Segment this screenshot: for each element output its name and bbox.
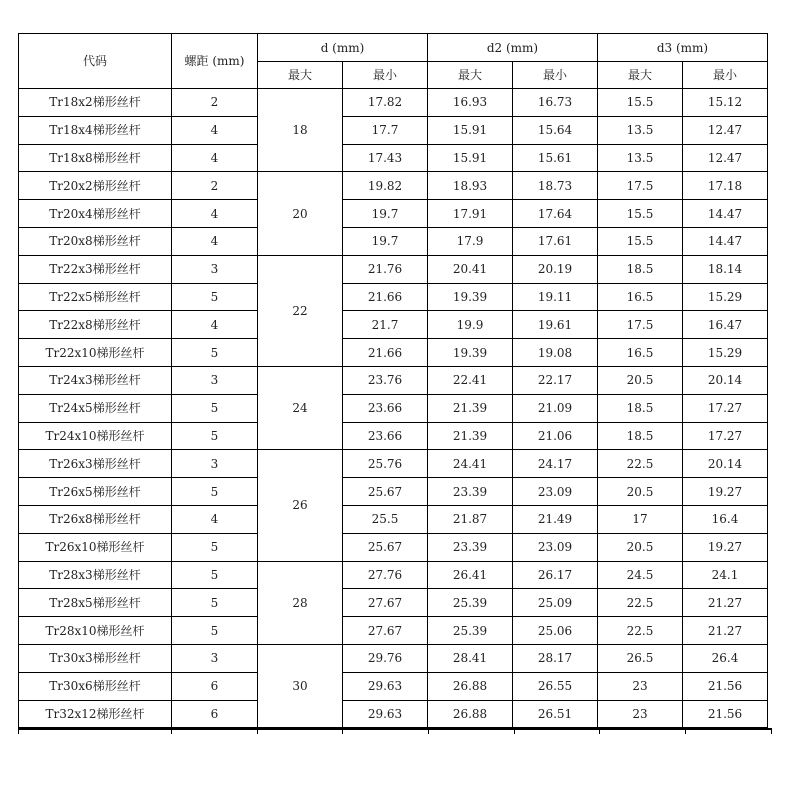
table-row bbox=[19, 561, 768, 589]
cell-pitch: 5 bbox=[172, 589, 258, 617]
cell-code: Tr24x5梯形丝杆 bbox=[19, 394, 172, 422]
cell-d-min: 23.66 bbox=[343, 394, 428, 422]
cell-d2-min: 17.64 bbox=[513, 200, 598, 228]
cell-pitch: 4 bbox=[172, 116, 258, 144]
cell-d3-min: 20.14 bbox=[683, 366, 768, 394]
cell-d3-min: 26.4 bbox=[683, 644, 768, 672]
cell-code: Tr30x3梯形丝杆 bbox=[19, 644, 172, 672]
cell-code: Tr20x2梯形丝杆 bbox=[19, 172, 172, 200]
cell-d-min: 17.7 bbox=[343, 116, 428, 144]
table-row bbox=[19, 450, 768, 478]
cell-pitch: 4 bbox=[172, 144, 258, 172]
table-row bbox=[19, 172, 768, 200]
cell-d-min: 27.67 bbox=[343, 589, 428, 617]
table-row bbox=[19, 366, 768, 394]
cell-d-max: 28 bbox=[258, 561, 343, 644]
cell-d2-max: 19.39 bbox=[428, 283, 513, 311]
cell-d2-min: 22.17 bbox=[513, 366, 598, 394]
cell-d2-max: 22.41 bbox=[428, 366, 513, 394]
table-row bbox=[19, 227, 768, 255]
table-row bbox=[19, 617, 768, 645]
thread-spec-table bbox=[18, 33, 768, 728]
cell-pitch: 3 bbox=[172, 644, 258, 672]
cell-d2-max: 23.39 bbox=[428, 478, 513, 506]
cell-d2-max: 21.39 bbox=[428, 422, 513, 450]
cell-code: Tr18x2梯形丝杆 bbox=[19, 89, 172, 117]
header-pitch: 螺距 (mm) bbox=[172, 34, 258, 89]
cell-code: Tr20x4梯形丝杆 bbox=[19, 200, 172, 228]
cell-d-min: 17.43 bbox=[343, 144, 428, 172]
cell-pitch: 3 bbox=[172, 366, 258, 394]
cell-pitch: 5 bbox=[172, 283, 258, 311]
column-stub bbox=[171, 728, 172, 734]
column-stub bbox=[257, 728, 258, 734]
cell-code: Tr18x8梯形丝杆 bbox=[19, 144, 172, 172]
cell-code: Tr28x5梯形丝杆 bbox=[19, 589, 172, 617]
cell-code: Tr28x3梯形丝杆 bbox=[19, 561, 172, 589]
cell-d-min: 23.76 bbox=[343, 366, 428, 394]
column-stub bbox=[514, 728, 515, 734]
cell-pitch: 6 bbox=[172, 672, 258, 700]
cell-d2-min: 20.19 bbox=[513, 255, 598, 283]
cell-d2-max: 26.41 bbox=[428, 561, 513, 589]
cell-d3-min: 24.1 bbox=[683, 561, 768, 589]
cell-d-max: 22 bbox=[258, 255, 343, 366]
cell-d2-max: 24.41 bbox=[428, 450, 513, 478]
cell-d-min: 27.67 bbox=[343, 617, 428, 645]
cell-d2-min: 25.06 bbox=[513, 617, 598, 645]
column-stub bbox=[18, 728, 19, 734]
cell-d3-min: 15.29 bbox=[683, 339, 768, 367]
cell-d-min: 25.67 bbox=[343, 533, 428, 561]
cell-pitch: 2 bbox=[172, 172, 258, 200]
cell-d2-min: 15.61 bbox=[513, 144, 598, 172]
cell-d2-min: 17.61 bbox=[513, 227, 598, 255]
cell-d3-min: 17.27 bbox=[683, 422, 768, 450]
cell-d2-max: 25.39 bbox=[428, 589, 513, 617]
cell-d2-min: 18.73 bbox=[513, 172, 598, 200]
cell-d2-min: 23.09 bbox=[513, 478, 598, 506]
cell-pitch: 5 bbox=[172, 422, 258, 450]
cell-pitch: 5 bbox=[172, 339, 258, 367]
cell-pitch: 4 bbox=[172, 505, 258, 533]
cell-d-max: 30 bbox=[258, 644, 343, 727]
column-stub bbox=[342, 728, 343, 734]
table-row bbox=[19, 255, 768, 283]
cell-d2-min: 21.06 bbox=[513, 422, 598, 450]
cell-d-min: 19.7 bbox=[343, 200, 428, 228]
cell-d-min: 21.7 bbox=[343, 311, 428, 339]
cell-code: Tr20x8梯形丝杆 bbox=[19, 227, 172, 255]
cell-d3-min: 14.47 bbox=[683, 200, 768, 228]
cell-d2-min: 15.64 bbox=[513, 116, 598, 144]
cell-d3-max: 22.5 bbox=[598, 450, 683, 478]
column-stub bbox=[599, 728, 600, 734]
column-stub bbox=[685, 728, 686, 734]
cell-d3-min: 14.47 bbox=[683, 227, 768, 255]
cell-d3-min: 19.27 bbox=[683, 478, 768, 506]
cell-d3-max: 15.5 bbox=[598, 89, 683, 117]
cell-d2-min: 19.08 bbox=[513, 339, 598, 367]
table-row bbox=[19, 89, 768, 117]
table-row bbox=[19, 339, 768, 367]
cell-d3-min: 16.47 bbox=[683, 311, 768, 339]
cell-d3-min: 21.27 bbox=[683, 589, 768, 617]
table-bottom-border bbox=[18, 728, 772, 730]
cell-d2-max: 17.91 bbox=[428, 200, 513, 228]
cell-d2-max: 25.39 bbox=[428, 617, 513, 645]
header-d2-max: 最大 bbox=[428, 62, 513, 89]
cell-d2-min: 26.17 bbox=[513, 561, 598, 589]
cell-pitch: 5 bbox=[172, 394, 258, 422]
cell-d3-max: 16.5 bbox=[598, 339, 683, 367]
cell-d2-max: 26.88 bbox=[428, 672, 513, 700]
cell-d3-max: 18.5 bbox=[598, 422, 683, 450]
table-row bbox=[19, 422, 768, 450]
cell-d-min: 21.66 bbox=[343, 339, 428, 367]
cell-d3-min: 17.27 bbox=[683, 394, 768, 422]
cell-d3-max: 18.5 bbox=[598, 394, 683, 422]
table-row bbox=[19, 200, 768, 228]
cell-d3-min: 15.12 bbox=[683, 89, 768, 117]
table-row bbox=[19, 589, 768, 617]
cell-pitch: 5 bbox=[172, 561, 258, 589]
cell-d2-min: 26.51 bbox=[513, 700, 598, 728]
cell-d3-max: 22.5 bbox=[598, 617, 683, 645]
cell-pitch: 3 bbox=[172, 450, 258, 478]
cell-code: Tr26x3梯形丝杆 bbox=[19, 450, 172, 478]
table-row bbox=[19, 533, 768, 561]
header-d2-min: 最小 bbox=[513, 62, 598, 89]
cell-d3-max: 18.5 bbox=[598, 255, 683, 283]
cell-d2-max: 20.41 bbox=[428, 255, 513, 283]
table-row bbox=[19, 311, 768, 339]
cell-code: Tr26x5梯形丝杆 bbox=[19, 478, 172, 506]
cell-pitch: 4 bbox=[172, 200, 258, 228]
cell-d3-max: 24.5 bbox=[598, 561, 683, 589]
cell-d-min: 23.66 bbox=[343, 422, 428, 450]
cell-d3-min: 19.27 bbox=[683, 533, 768, 561]
table-row bbox=[19, 144, 768, 172]
cell-d-max: 26 bbox=[258, 450, 343, 561]
cell-d2-max: 19.39 bbox=[428, 339, 513, 367]
cell-code: Tr22x8梯形丝杆 bbox=[19, 311, 172, 339]
table-row bbox=[19, 116, 768, 144]
cell-d-min: 19.7 bbox=[343, 227, 428, 255]
cell-d-min: 17.82 bbox=[343, 89, 428, 117]
cell-code: Tr28x10梯形丝杆 bbox=[19, 617, 172, 645]
cell-code: Tr24x10梯形丝杆 bbox=[19, 422, 172, 450]
cell-d2-max: 21.87 bbox=[428, 505, 513, 533]
cell-d3-min: 15.29 bbox=[683, 283, 768, 311]
cell-d2-min: 19.61 bbox=[513, 311, 598, 339]
header-d3: d3 (mm) bbox=[598, 34, 768, 62]
cell-d-min: 25.76 bbox=[343, 450, 428, 478]
cell-d2-min: 24.17 bbox=[513, 450, 598, 478]
cell-code: Tr26x8梯形丝杆 bbox=[19, 505, 172, 533]
cell-d2-max: 15.91 bbox=[428, 116, 513, 144]
cell-d3-min: 21.56 bbox=[683, 700, 768, 728]
cell-d3-min: 12.47 bbox=[683, 144, 768, 172]
cell-d2-min: 16.73 bbox=[513, 89, 598, 117]
cell-d2-max: 17.9 bbox=[428, 227, 513, 255]
cell-d2-max: 15.91 bbox=[428, 144, 513, 172]
cell-d3-max: 13.5 bbox=[598, 144, 683, 172]
table-row bbox=[19, 478, 768, 506]
header-d-max: 最大 bbox=[258, 62, 343, 89]
cell-d2-max: 26.88 bbox=[428, 700, 513, 728]
cell-d2-max: 18.93 bbox=[428, 172, 513, 200]
cell-d3-max: 20.5 bbox=[598, 533, 683, 561]
cell-d2-max: 19.9 bbox=[428, 311, 513, 339]
cell-d2-min: 21.49 bbox=[513, 505, 598, 533]
header-code: 代码 bbox=[19, 34, 172, 89]
cell-code: Tr32x12梯形丝杆 bbox=[19, 700, 172, 728]
cell-d2-min: 19.11 bbox=[513, 283, 598, 311]
table-row bbox=[19, 700, 768, 728]
cell-pitch: 5 bbox=[172, 533, 258, 561]
cell-d2-max: 28.41 bbox=[428, 644, 513, 672]
cell-pitch: 4 bbox=[172, 311, 258, 339]
column-stub bbox=[428, 728, 429, 734]
cell-d-min: 29.63 bbox=[343, 672, 428, 700]
cell-code: Tr30x6梯形丝杆 bbox=[19, 672, 172, 700]
cell-d2-min: 28.17 bbox=[513, 644, 598, 672]
table-body bbox=[19, 89, 768, 728]
cell-d3-max: 15.5 bbox=[598, 200, 683, 228]
cell-d2-max: 21.39 bbox=[428, 394, 513, 422]
cell-d2-min: 21.09 bbox=[513, 394, 598, 422]
header-d3-max: 最大 bbox=[598, 62, 683, 89]
cell-d-min: 29.63 bbox=[343, 700, 428, 728]
cell-code: Tr22x3梯形丝杆 bbox=[19, 255, 172, 283]
cell-code: Tr22x5梯形丝杆 bbox=[19, 283, 172, 311]
cell-d3-min: 18.14 bbox=[683, 255, 768, 283]
cell-code: Tr18x4梯形丝杆 bbox=[19, 116, 172, 144]
cell-d3-min: 20.14 bbox=[683, 450, 768, 478]
cell-d3-max: 22.5 bbox=[598, 589, 683, 617]
table-row bbox=[19, 644, 768, 672]
cell-d3-max: 23 bbox=[598, 700, 683, 728]
cell-d3-max: 20.5 bbox=[598, 366, 683, 394]
table-row bbox=[19, 394, 768, 422]
cell-d3-min: 12.47 bbox=[683, 116, 768, 144]
header-d2: d2 (mm) bbox=[428, 34, 598, 62]
cell-d3-max: 15.5 bbox=[598, 227, 683, 255]
header-d-min: 最小 bbox=[343, 62, 428, 89]
cell-d-max: 24 bbox=[258, 366, 343, 449]
header-d: d (mm) bbox=[258, 34, 428, 62]
cell-d-min: 21.76 bbox=[343, 255, 428, 283]
cell-code: Tr24x3梯形丝杆 bbox=[19, 366, 172, 394]
cell-d-max: 18 bbox=[258, 89, 343, 172]
cell-d-min: 21.66 bbox=[343, 283, 428, 311]
cell-d3-max: 17.5 bbox=[598, 311, 683, 339]
cell-d3-max: 23 bbox=[598, 672, 683, 700]
cell-d-min: 29.76 bbox=[343, 644, 428, 672]
table-row bbox=[19, 672, 768, 700]
cell-d3-max: 16.5 bbox=[598, 283, 683, 311]
cell-d-min: 25.5 bbox=[343, 505, 428, 533]
cell-d3-min: 21.27 bbox=[683, 617, 768, 645]
cell-pitch: 5 bbox=[172, 478, 258, 506]
table-row bbox=[19, 505, 768, 533]
cell-d-min: 27.76 bbox=[343, 561, 428, 589]
cell-code: Tr22x10梯形丝杆 bbox=[19, 339, 172, 367]
cell-d3-min: 17.18 bbox=[683, 172, 768, 200]
cell-d2-min: 25.09 bbox=[513, 589, 598, 617]
cell-code: Tr26x10梯形丝杆 bbox=[19, 533, 172, 561]
cell-d2-max: 16.93 bbox=[428, 89, 513, 117]
cell-d3-max: 17.5 bbox=[598, 172, 683, 200]
table-row bbox=[19, 283, 768, 311]
cell-pitch: 5 bbox=[172, 617, 258, 645]
column-stub bbox=[771, 728, 772, 734]
cell-pitch: 4 bbox=[172, 227, 258, 255]
cell-d2-min: 26.55 bbox=[513, 672, 598, 700]
header-d3-min: 最小 bbox=[683, 62, 768, 89]
cell-d3-min: 21.56 bbox=[683, 672, 768, 700]
cell-d3-min: 16.4 bbox=[683, 505, 768, 533]
cell-pitch: 6 bbox=[172, 700, 258, 728]
cell-d2-min: 23.09 bbox=[513, 533, 598, 561]
cell-d3-max: 26.5 bbox=[598, 644, 683, 672]
cell-pitch: 3 bbox=[172, 255, 258, 283]
cell-d3-max: 13.5 bbox=[598, 116, 683, 144]
cell-pitch: 2 bbox=[172, 89, 258, 117]
cell-d2-max: 23.39 bbox=[428, 533, 513, 561]
cell-d3-max: 20.5 bbox=[598, 478, 683, 506]
cell-d-min: 19.82 bbox=[343, 172, 428, 200]
cell-d-max: 20 bbox=[258, 172, 343, 255]
cell-d3-max: 17 bbox=[598, 505, 683, 533]
cell-d-min: 25.67 bbox=[343, 478, 428, 506]
